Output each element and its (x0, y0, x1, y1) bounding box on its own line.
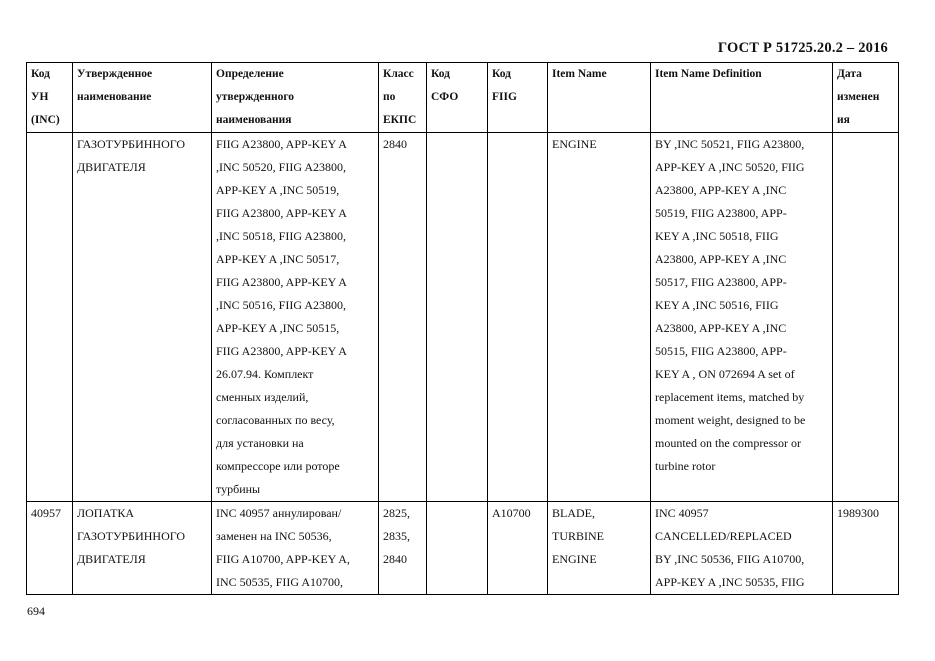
column-header-item-name-definition: Item Name Definition (651, 63, 833, 133)
classification-table (26, 62, 899, 595)
column-header-name-definition: Определение утвержденного наименования (212, 63, 379, 133)
cell-approved-name: ГАЗОТУРБИННОГО ДВИГАТЕЛЯ (73, 133, 212, 502)
table-row (27, 133, 899, 502)
column-header-fiig-code: Код FIIG (488, 63, 548, 133)
column-header-sfo-code: Код СФО (427, 63, 488, 133)
cell-change-date (833, 133, 899, 502)
cell-class: 2840 (379, 133, 427, 502)
page-number: 694 (27, 604, 45, 618)
cell-change-date: 1989300 (833, 502, 899, 595)
cell-item-name: BLADE, TURBINE ENGINE (548, 502, 651, 595)
cell-fiig-code (488, 133, 548, 502)
cell-item-name-definition: BY ,INC 50521, FIIG A23800, APP-KEY A ,INC 50520, FIIG A23800, APP-KEY A ,INC 50519, FIIG A23800, APP- KEY A ,INC 50518, FIIG A23800, APP-KEY A ,INC 50517, FIIG A23800, APP- KEY A ,INC 50516, FIIG A23800, APP-KEY A ,INC 50515, FIIG A23800, APP- KEY A , ON 072694 A set of replacement items, matched by moment weight, designed to be mounted on the compressor or turbine rotor (651, 133, 833, 502)
cell-inc-code: 40957 (27, 502, 73, 595)
table-header-row (27, 63, 899, 133)
cell-sfo-code (427, 133, 488, 502)
cell-name-definition: INC 40957 аннулирован/ заменен на INC 50536, FIIG A10700, APP-KEY A, INC 50535, FIIG A10700, (212, 502, 379, 595)
column-header-change-date: Дата изменен ия (833, 63, 899, 133)
cell-fiig-code: A10700 (488, 502, 548, 595)
column-header-class: Класс по ЕКПС (379, 63, 427, 133)
cell-item-name-definition: INC 40957 CANCELLED/REPLACED BY ,INC 50536, FIIG A10700, APP-KEY A ,INC 50535, FIIG (651, 502, 833, 595)
cell-approved-name: ЛОПАТКА ГАЗОТУРБИННОГО ДВИГАТЕЛЯ (73, 502, 212, 595)
column-header-inc-code: Код УН (INC) (27, 63, 73, 133)
table-row (27, 502, 899, 595)
cell-name-definition: FIIG A23800, APP-KEY A ,INC 50520, FIIG A23800, APP-KEY A ,INC 50519, FIIG A23800, APP-KEY A ,INC 50518, FIIG A23800, APP-KEY A ,INC 50517, FIIG A23800, APP-KEY A ,INC 50516, FIIG A23800, APP-KEY A ,INC 50515, FIIG A23800, APP-KEY A 26.07.94. Комплект сменных изделий, согласованных по весу, для установки на компрессоре или роторе турбины (212, 133, 379, 502)
document-header: ГОСТ Р 51725.20.2 – 2016 (717, 40, 888, 56)
column-header-approved-name: Утвержденное наименование (73, 63, 212, 133)
column-header-item-name: Item Name (548, 63, 651, 133)
cell-class: 2825, 2835, 2840 (379, 502, 427, 595)
cell-item-name: ENGINE (548, 133, 651, 502)
cell-sfo-code (427, 502, 488, 595)
cell-inc-code (27, 133, 73, 502)
